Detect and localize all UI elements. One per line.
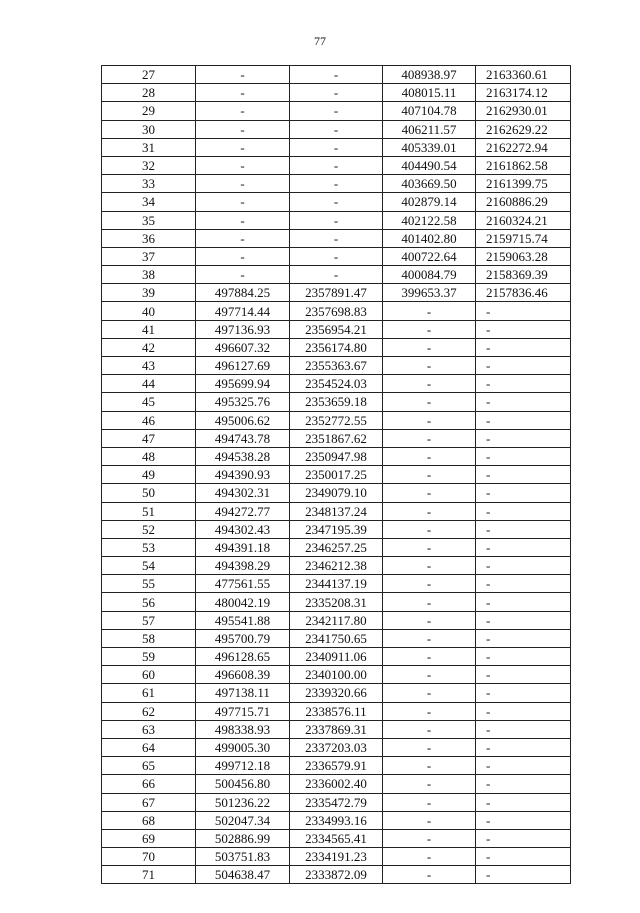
table-cell: 53 bbox=[102, 538, 196, 556]
table-row bbox=[102, 811, 571, 829]
table-cell: - bbox=[383, 538, 476, 556]
table-cell: 400722.64 bbox=[383, 247, 476, 265]
table-cell: - bbox=[476, 302, 571, 320]
table-cell: 36 bbox=[102, 229, 196, 247]
table-cell: 2350947.98 bbox=[290, 447, 383, 465]
table-cell: - bbox=[476, 593, 571, 611]
table-cell: 46 bbox=[102, 411, 196, 429]
table-cell: 503751.83 bbox=[196, 848, 290, 866]
table-cell: 49 bbox=[102, 466, 196, 484]
table-cell: 2163174.12 bbox=[476, 84, 571, 102]
table-cell: 66 bbox=[102, 775, 196, 793]
table-cell: 2347195.39 bbox=[290, 520, 383, 538]
table-cell: 2354524.03 bbox=[290, 375, 383, 393]
table-cell: 496128.65 bbox=[196, 648, 290, 666]
table-cell: 495541.88 bbox=[196, 611, 290, 629]
table-cell: - bbox=[383, 429, 476, 447]
table-cell: - bbox=[383, 611, 476, 629]
table-cell: 37 bbox=[102, 247, 196, 265]
table-cell: 2157836.46 bbox=[476, 284, 571, 302]
table-cell: - bbox=[383, 411, 476, 429]
table-cell: 2162930.01 bbox=[476, 102, 571, 120]
table-cell: - bbox=[196, 229, 290, 247]
table-row bbox=[102, 357, 571, 375]
table-cell: 399653.37 bbox=[383, 284, 476, 302]
table-cell: - bbox=[196, 266, 290, 284]
table-row bbox=[102, 738, 571, 756]
coordinate-table bbox=[101, 65, 571, 884]
table-cell: 56 bbox=[102, 593, 196, 611]
table-cell: 2163360.61 bbox=[476, 66, 571, 84]
table-cell: - bbox=[383, 375, 476, 393]
table-cell: 54 bbox=[102, 557, 196, 575]
table-cell: - bbox=[196, 247, 290, 265]
table-cell: - bbox=[383, 648, 476, 666]
table-row bbox=[102, 375, 571, 393]
table-row bbox=[102, 848, 571, 866]
table-cell: 496127.69 bbox=[196, 357, 290, 375]
table-cell: 65 bbox=[102, 757, 196, 775]
table-cell: - bbox=[383, 357, 476, 375]
table-cell: 494398.29 bbox=[196, 557, 290, 575]
table-cell: 42 bbox=[102, 338, 196, 356]
table-row bbox=[102, 866, 571, 884]
table-cell: 2351867.62 bbox=[290, 429, 383, 447]
table-row bbox=[102, 284, 571, 302]
table-cell: 494272.77 bbox=[196, 502, 290, 520]
table-cell: 401402.80 bbox=[383, 229, 476, 247]
table-cell: - bbox=[383, 684, 476, 702]
table-cell: 2353659.18 bbox=[290, 393, 383, 411]
table-cell: - bbox=[476, 829, 571, 847]
table-cell: 495699.94 bbox=[196, 375, 290, 393]
table-cell: - bbox=[383, 775, 476, 793]
table-cell: - bbox=[383, 484, 476, 502]
table-cell: - bbox=[290, 138, 383, 156]
table-cell: - bbox=[383, 393, 476, 411]
table-row bbox=[102, 520, 571, 538]
table-cell: 2340100.00 bbox=[290, 666, 383, 684]
table-cell: - bbox=[476, 429, 571, 447]
table-row bbox=[102, 175, 571, 193]
table-row bbox=[102, 320, 571, 338]
table-cell: - bbox=[383, 338, 476, 356]
table-cell: - bbox=[476, 666, 571, 684]
table-cell: - bbox=[383, 320, 476, 338]
table-cell: - bbox=[383, 666, 476, 684]
table-cell: - bbox=[476, 611, 571, 629]
table-row bbox=[102, 156, 571, 174]
table-cell: - bbox=[383, 829, 476, 847]
table-row bbox=[102, 575, 571, 593]
table-cell: 2159063.28 bbox=[476, 247, 571, 265]
table-row bbox=[102, 338, 571, 356]
table-cell: 2335208.31 bbox=[290, 593, 383, 611]
table-cell: - bbox=[383, 302, 476, 320]
table-cell: 497714.44 bbox=[196, 302, 290, 320]
table-row bbox=[102, 411, 571, 429]
table-row bbox=[102, 302, 571, 320]
table-row bbox=[102, 138, 571, 156]
table-cell: 2162272.94 bbox=[476, 138, 571, 156]
table-cell: - bbox=[196, 211, 290, 229]
table-cell: - bbox=[476, 866, 571, 884]
table-cell: - bbox=[383, 520, 476, 538]
table-cell: 497884.25 bbox=[196, 284, 290, 302]
table-cell: 2162629.22 bbox=[476, 120, 571, 138]
table-cell: 2336002.40 bbox=[290, 775, 383, 793]
table-cell: 494743.78 bbox=[196, 429, 290, 447]
table-row bbox=[102, 102, 571, 120]
table-cell: 408015.11 bbox=[383, 84, 476, 102]
table-cell: 60 bbox=[102, 666, 196, 684]
table-cell: - bbox=[383, 848, 476, 866]
table-cell: - bbox=[476, 629, 571, 647]
table-cell: 499005.30 bbox=[196, 738, 290, 756]
table-cell: 2349079.10 bbox=[290, 484, 383, 502]
table-cell: - bbox=[196, 84, 290, 102]
table-cell: 2159715.74 bbox=[476, 229, 571, 247]
table-row bbox=[102, 720, 571, 738]
table-cell: - bbox=[476, 848, 571, 866]
table-cell: - bbox=[383, 593, 476, 611]
table-cell: 496608.39 bbox=[196, 666, 290, 684]
table-cell: - bbox=[476, 775, 571, 793]
table-cell: 502886.99 bbox=[196, 829, 290, 847]
table-cell: 2337869.31 bbox=[290, 720, 383, 738]
table-cell: 501236.22 bbox=[196, 793, 290, 811]
table-cell: 2357891.47 bbox=[290, 284, 383, 302]
table-row bbox=[102, 629, 571, 647]
table-cell: 28 bbox=[102, 84, 196, 102]
table-cell: - bbox=[383, 811, 476, 829]
table-cell: 38 bbox=[102, 266, 196, 284]
table-cell: 2352772.55 bbox=[290, 411, 383, 429]
table-cell: 58 bbox=[102, 629, 196, 647]
table-cell: 69 bbox=[102, 829, 196, 847]
table-cell: 494390.93 bbox=[196, 466, 290, 484]
table-cell: 2350017.25 bbox=[290, 466, 383, 484]
table-cell: - bbox=[383, 557, 476, 575]
table-cell: - bbox=[476, 538, 571, 556]
table-cell: 480042.19 bbox=[196, 593, 290, 611]
table-cell: - bbox=[196, 66, 290, 84]
table-cell: 500456.80 bbox=[196, 775, 290, 793]
table-row bbox=[102, 829, 571, 847]
table-cell: 400084.79 bbox=[383, 266, 476, 284]
table-cell: 40 bbox=[102, 302, 196, 320]
table-cell: 2158369.39 bbox=[476, 266, 571, 284]
table-cell: - bbox=[476, 702, 571, 720]
table-cell: 2342117.80 bbox=[290, 611, 383, 629]
table-row bbox=[102, 557, 571, 575]
table-cell: 2335472.79 bbox=[290, 793, 383, 811]
table-cell: - bbox=[476, 520, 571, 538]
table-cell: 50 bbox=[102, 484, 196, 502]
table-row bbox=[102, 793, 571, 811]
table-cell: 55 bbox=[102, 575, 196, 593]
table-row bbox=[102, 266, 571, 284]
table-cell: 405339.01 bbox=[383, 138, 476, 156]
table-cell: 2336579.91 bbox=[290, 757, 383, 775]
table-cell: - bbox=[476, 338, 571, 356]
table-row bbox=[102, 193, 571, 211]
table-cell: 63 bbox=[102, 720, 196, 738]
table-cell: 497715.71 bbox=[196, 702, 290, 720]
table-cell: - bbox=[290, 175, 383, 193]
table-row bbox=[102, 229, 571, 247]
table-cell: - bbox=[290, 193, 383, 211]
table-row bbox=[102, 447, 571, 465]
table-cell: 41 bbox=[102, 320, 196, 338]
table-cell: 39 bbox=[102, 284, 196, 302]
table-cell: 35 bbox=[102, 211, 196, 229]
table-cell: 498338.93 bbox=[196, 720, 290, 738]
table-cell: 62 bbox=[102, 702, 196, 720]
table-cell: - bbox=[383, 447, 476, 465]
table-cell: 404490.54 bbox=[383, 156, 476, 174]
table-cell: 2337203.03 bbox=[290, 738, 383, 756]
table-cell: - bbox=[290, 120, 383, 138]
table-cell: - bbox=[383, 466, 476, 484]
table-cell: 2356174.80 bbox=[290, 338, 383, 356]
table-cell: - bbox=[196, 156, 290, 174]
table-cell: - bbox=[476, 793, 571, 811]
coordinate-table-body bbox=[102, 66, 571, 884]
table-cell: 407104.78 bbox=[383, 102, 476, 120]
table-cell: - bbox=[476, 811, 571, 829]
table-cell: 68 bbox=[102, 811, 196, 829]
table-cell: - bbox=[476, 575, 571, 593]
table-cell: 33 bbox=[102, 175, 196, 193]
table-row bbox=[102, 611, 571, 629]
table-cell: 2341750.65 bbox=[290, 629, 383, 647]
table-row bbox=[102, 666, 571, 684]
table-cell: - bbox=[476, 557, 571, 575]
table-cell: - bbox=[290, 247, 383, 265]
table-cell: 2346212.38 bbox=[290, 557, 383, 575]
table-cell: - bbox=[196, 193, 290, 211]
table-cell: 2339320.66 bbox=[290, 684, 383, 702]
table-cell: 2334993.16 bbox=[290, 811, 383, 829]
table-cell: 29 bbox=[102, 102, 196, 120]
table-cell: - bbox=[196, 175, 290, 193]
table-cell: 2333872.09 bbox=[290, 866, 383, 884]
table-cell: 477561.55 bbox=[196, 575, 290, 593]
table-cell: 2346257.25 bbox=[290, 538, 383, 556]
table-cell: 494391.18 bbox=[196, 538, 290, 556]
table-cell: - bbox=[383, 738, 476, 756]
table-cell: 47 bbox=[102, 429, 196, 447]
table-cell: 31 bbox=[102, 138, 196, 156]
table-cell: - bbox=[290, 266, 383, 284]
table-cell: 45 bbox=[102, 393, 196, 411]
table-cell: - bbox=[290, 229, 383, 247]
table-cell: 71 bbox=[102, 866, 196, 884]
table-row bbox=[102, 84, 571, 102]
table-row bbox=[102, 66, 571, 84]
table-cell: - bbox=[476, 320, 571, 338]
table-cell: - bbox=[383, 757, 476, 775]
table-cell: - bbox=[476, 738, 571, 756]
table-cell: 2340911.06 bbox=[290, 648, 383, 666]
table-cell: - bbox=[383, 702, 476, 720]
table-cell: 2161399.75 bbox=[476, 175, 571, 193]
table-cell: 495325.76 bbox=[196, 393, 290, 411]
table-cell: - bbox=[476, 375, 571, 393]
table-cell: 2356954.21 bbox=[290, 320, 383, 338]
table-cell: 64 bbox=[102, 738, 196, 756]
table-cell: - bbox=[476, 720, 571, 738]
table-cell: - bbox=[476, 466, 571, 484]
table-cell: - bbox=[476, 411, 571, 429]
table-cell: - bbox=[476, 357, 571, 375]
table-cell: 408938.97 bbox=[383, 66, 476, 84]
table-cell: 57 bbox=[102, 611, 196, 629]
table-cell: - bbox=[383, 793, 476, 811]
table-cell: - bbox=[383, 575, 476, 593]
table-cell: 403669.50 bbox=[383, 175, 476, 193]
table-cell: 2161862.58 bbox=[476, 156, 571, 174]
table-row bbox=[102, 120, 571, 138]
page-number: 77 bbox=[314, 34, 326, 48]
table-cell: 2355363.67 bbox=[290, 357, 383, 375]
table-cell: 402122.58 bbox=[383, 211, 476, 229]
table-cell: 44 bbox=[102, 375, 196, 393]
table-row bbox=[102, 247, 571, 265]
table-cell: 43 bbox=[102, 357, 196, 375]
table-cell: 61 bbox=[102, 684, 196, 702]
table-row bbox=[102, 757, 571, 775]
table-cell: - bbox=[196, 138, 290, 156]
table-cell: - bbox=[383, 720, 476, 738]
table-cell: 27 bbox=[102, 66, 196, 84]
table-row bbox=[102, 684, 571, 702]
table-cell: - bbox=[290, 102, 383, 120]
table-cell: 502047.34 bbox=[196, 811, 290, 829]
table-cell: 406211.57 bbox=[383, 120, 476, 138]
table-cell: 67 bbox=[102, 793, 196, 811]
table-cell: - bbox=[476, 757, 571, 775]
table-cell: 495006.62 bbox=[196, 411, 290, 429]
table-row bbox=[102, 429, 571, 447]
table-cell: - bbox=[383, 629, 476, 647]
table-row bbox=[102, 502, 571, 520]
table-cell: - bbox=[476, 648, 571, 666]
table-cell: 402879.14 bbox=[383, 193, 476, 211]
table-cell: 34 bbox=[102, 193, 196, 211]
table-cell: 494538.28 bbox=[196, 447, 290, 465]
table-cell: - bbox=[196, 120, 290, 138]
table-cell: 51 bbox=[102, 502, 196, 520]
table-cell: 59 bbox=[102, 648, 196, 666]
table-row bbox=[102, 702, 571, 720]
table-cell: 504638.47 bbox=[196, 866, 290, 884]
table-cell: - bbox=[476, 684, 571, 702]
table-cell: 2357698.83 bbox=[290, 302, 383, 320]
table-cell: 32 bbox=[102, 156, 196, 174]
table-cell: 70 bbox=[102, 848, 196, 866]
table-cell: - bbox=[383, 502, 476, 520]
table-cell: 494302.31 bbox=[196, 484, 290, 502]
table-cell: 2160886.29 bbox=[476, 193, 571, 211]
table-cell: 2160324.21 bbox=[476, 211, 571, 229]
table-cell: - bbox=[290, 84, 383, 102]
table-row bbox=[102, 393, 571, 411]
table-cell: 2334191.23 bbox=[290, 848, 383, 866]
table-cell: 30 bbox=[102, 120, 196, 138]
table-cell: 2334565.41 bbox=[290, 829, 383, 847]
table-cell: 497138.11 bbox=[196, 684, 290, 702]
table-cell: 2344137.19 bbox=[290, 575, 383, 593]
table-cell: 497136.93 bbox=[196, 320, 290, 338]
table-row bbox=[102, 484, 571, 502]
table-cell: 48 bbox=[102, 447, 196, 465]
table-cell: 499712.18 bbox=[196, 757, 290, 775]
table-cell: 494302.43 bbox=[196, 520, 290, 538]
table-row bbox=[102, 775, 571, 793]
table-cell: 496607.32 bbox=[196, 338, 290, 356]
table-cell: - bbox=[196, 102, 290, 120]
table-cell: - bbox=[476, 484, 571, 502]
table-cell: - bbox=[476, 502, 571, 520]
table-cell: 2338576.11 bbox=[290, 702, 383, 720]
table-cell: 2348137.24 bbox=[290, 502, 383, 520]
table-row bbox=[102, 593, 571, 611]
table-cell: - bbox=[476, 447, 571, 465]
table-cell: - bbox=[290, 211, 383, 229]
table-row bbox=[102, 211, 571, 229]
table-cell: - bbox=[290, 156, 383, 174]
table-cell: 52 bbox=[102, 520, 196, 538]
table-cell: 495700.79 bbox=[196, 629, 290, 647]
table-row bbox=[102, 466, 571, 484]
table-cell: - bbox=[290, 66, 383, 84]
table-row bbox=[102, 538, 571, 556]
table-cell: - bbox=[476, 393, 571, 411]
table-cell: - bbox=[383, 866, 476, 884]
table-row bbox=[102, 648, 571, 666]
